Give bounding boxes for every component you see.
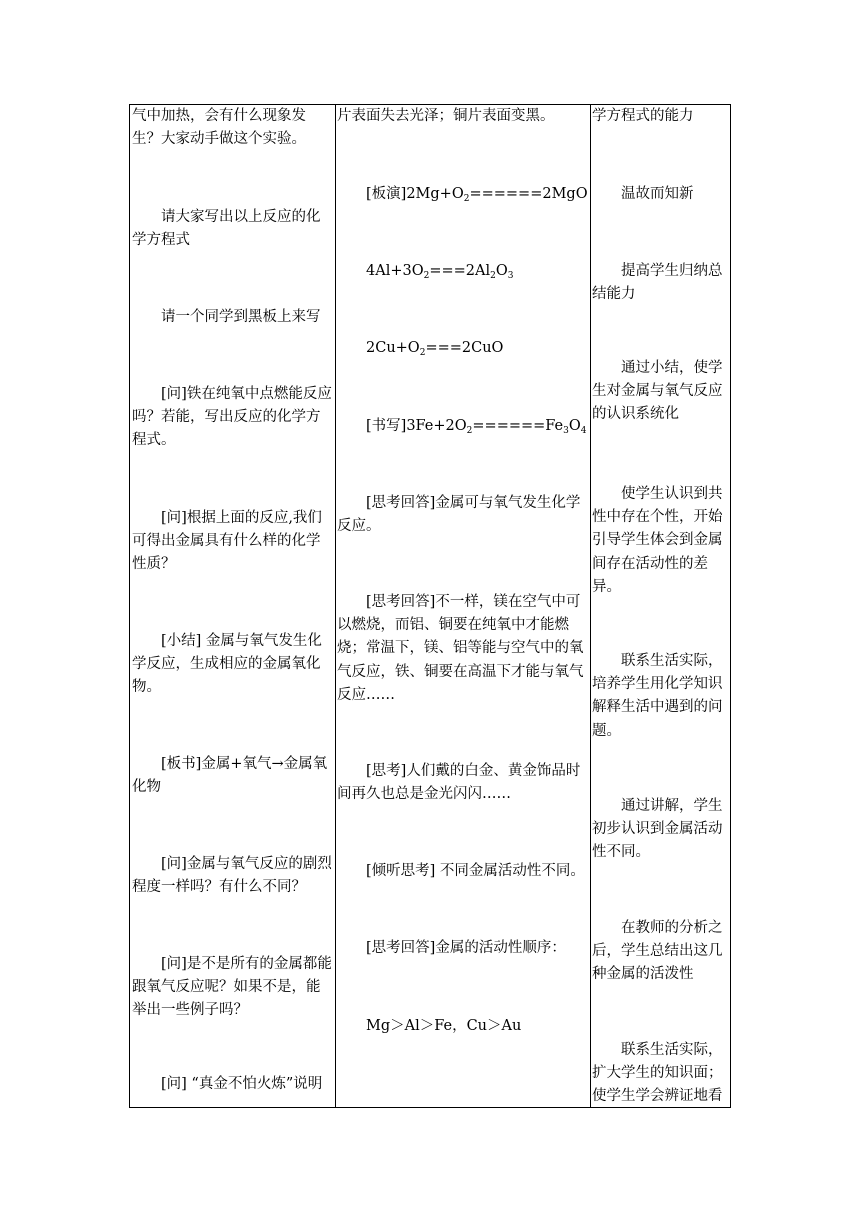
text-cell: [思考回答]金属可与氧气发生化学反应。	[337, 495, 581, 535]
text-cell: [问]根据上面的反应,我们可得出金属具有什么样的化学性质？	[132, 510, 322, 573]
text-cell: Mg＞Al＞Fe，Cu＞Au	[366, 1018, 522, 1034]
design-intent-column	[590, 105, 730, 1107]
text-cell: 温故而知新	[621, 186, 694, 202]
text-cell: 气中加热，会有什么现象发生？大家动手做这个实验。	[132, 108, 306, 148]
text-cell: [问] “真金不怕火炼”说明	[161, 1076, 323, 1092]
text-cell: 联系生活实际，培养学生用化学知识解释生活中遇到的问题。	[592, 653, 723, 739]
student-activity-column	[335, 105, 591, 1107]
text-cell: 通过小结，使学生对金属与氧气反应的认识系统化	[592, 360, 723, 423]
text-cell: 使学生认识到共性中存在个性，开始引导学生体会到金属间存在活动性的差异。	[592, 486, 723, 595]
text-cell: 请大家写出以上反应的化学方程式	[132, 209, 321, 249]
text-cell: 在教师的分析之后，学生总结出这几种金属的活泼性	[592, 920, 723, 983]
text-cell: 请一个同学到黑板上来写	[161, 309, 321, 325]
text-cell: [倾听思考] 不同金属活动性不同。	[366, 863, 585, 879]
text-cell: [问]铁在纯氧中点燃能反应吗？若能，写出反应的化学方程式。	[132, 386, 332, 449]
text-cell: 学方程式的能力	[592, 108, 694, 124]
text-cell: [问]是不是所有的金属都能跟氧气反应呢？如果不是，能举出一些例子吗？	[132, 956, 332, 1019]
text-cell: [思考回答]不一样，镁在空气中可以燃烧，而铝、铜要在纯氧中才能燃烧；常温下，镁、铝等能与空气中的氧气反应，铁、铜要在高温下才能与氧气反应……	[337, 594, 584, 703]
equation: [书写]$3Fe+2O_2======Fe_3O_4$	[366, 418, 587, 436]
text-cell: 联系生活实际，扩大学生的知识面；使学生学会辨证地看	[592, 1042, 723, 1105]
text-cell: [板书]金属+氧气→金属氧化物	[132, 756, 328, 796]
text-cell: [思考回答]金属的活动性顺序：	[366, 940, 566, 956]
equation: $2Cu+O_2===2CuO$	[366, 340, 504, 358]
equation: $4Al+3O_2===2Al_2O_3$	[366, 263, 514, 281]
lesson-table	[129, 104, 731, 1108]
teacher-activity-column	[130, 105, 336, 1107]
text-cell: 片表面失去光泽；铜片表面变黑。	[337, 108, 555, 124]
text-cell: [小结] 金属与氧气发生化学反应，生成相应的金属氧化物。	[132, 633, 322, 696]
text-cell: [问]金属与氧气反应的剧烈程度一样吗？有什么不同？	[132, 856, 332, 896]
equation: [板演]$2Mg+O_2======2MgO$	[366, 186, 588, 204]
text-cell: [思考]人们戴的白金、黄金饰品时间再久也总是金光闪闪……	[337, 763, 581, 803]
text-cell: 提高学生归纳总结能力	[592, 263, 723, 303]
text-cell: 通过讲解，学生初步认识到金属活动性不同。	[592, 798, 723, 861]
